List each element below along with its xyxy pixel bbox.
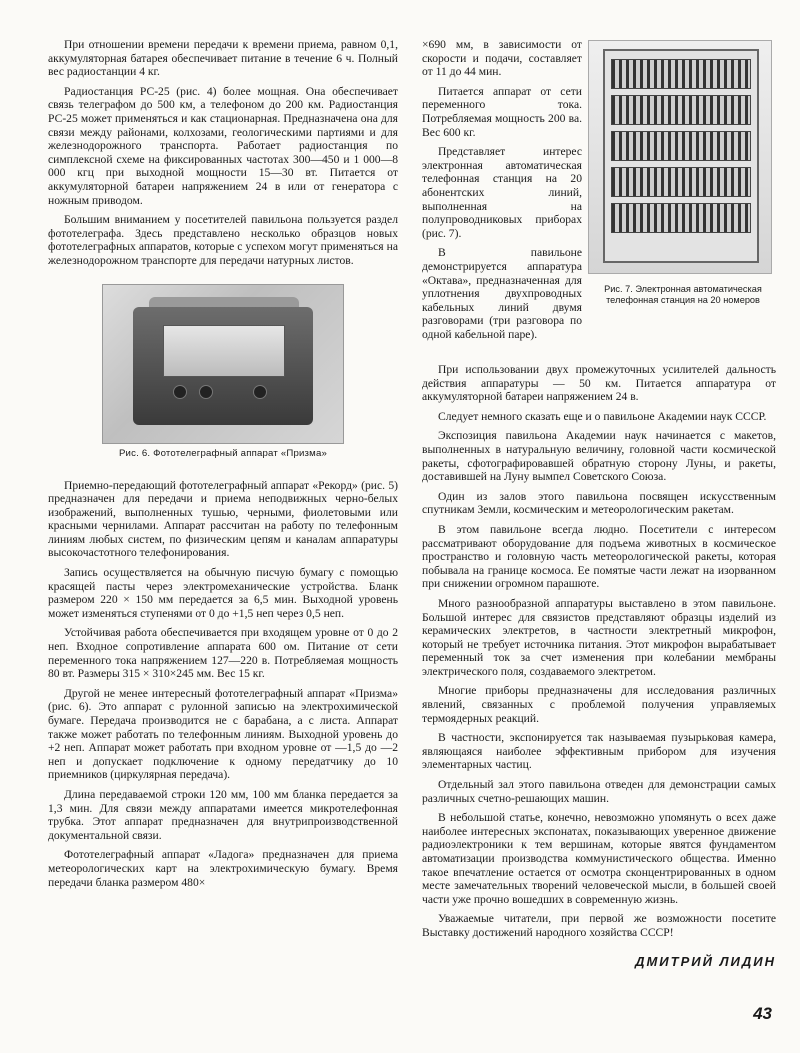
paragraph: Многие приборы предназначены для исследования различных явлений, связанных с проблемой получения управляемых термоядерных реакций.	[422, 684, 776, 725]
paragraph: Приемно-передающий фототелеграфный аппарат «Рекорд» (рис. 5) предназначен для передачи и приема неподвижных черно-белых изображений, выполненных тушью, черными, фиолетовыми или красными чернилами. Аппарат рассчитан на работу по телефонным линиям любых систем, по физическим цепям и каналам аппаратуры высокочастотного телефонирования.	[48, 478, 398, 560]
paragraph: Другой не менее интересный фототелеграфный аппарат «Призма» (рис. 6). Это аппарат с рулонной записью на электрохимической бумаге. Передача производится не с барабана, а с листа. Аппарат также может работать по телефонным линиям. Выходной уровень до +2 неп. Аппарат может работать при входном уровне от —1,5 до —2 неп и допускает подключение к одному передатчику до 10 приемников (циркулярная передача).	[48, 686, 398, 782]
paragraph: В небольшой статье, конечно, невозможно упомянуть о всех даже наиболее интересных экспонатах, показывающих уверенное движение радиоэлектроники к тем вершинам, которые явятся фундаментом автоматизации производства коммунистического общества. Именно такое впечатление остается от осмотра сконцентрированных в одном месте замечательных творений человеческой мысли, в большей своей части уже прочно вошедших в современную жизнь.	[422, 811, 776, 906]
paragraph: Отдельный зал этого павильона отведен для демонстрации самых различных счетно-решающих машин.	[422, 778, 776, 805]
paragraph: Один из залов этого павильона посвящен искусственным спутникам Земли, космическим и метеорологическим ракетам.	[422, 489, 776, 517]
paragraph: При использовании двух промежуточных усилителей дальность действия аппаратуры — 50 км. Питается аппаратура от аккумуляторной батареи напряжением 24 в.	[422, 363, 776, 404]
figure-6-photo	[102, 284, 344, 444]
author-signature: ДМИТРИЙ ЛИДИН	[635, 953, 776, 969]
paragraph: Большим вниманием у посетителей павильона пользуется раздел фототелеграфа. Здесь представлено несколько образцов новых фототелеграфных аппаратов, которые с успехом могут применяться на железнодорожном транспорте для передачи натурных листов.	[48, 213, 398, 267]
paragraph: Уважаемые читатели, при первой же возможности посетите Выставку достижений народного хозяйства СССР!	[422, 912, 776, 939]
paragraph: ×690 мм, в зависимости от скорости и подачи, составляет от 11 до 44 мин.	[422, 38, 582, 79]
right-column	[422, 38, 776, 969]
page-number: 43	[753, 1004, 772, 1023]
figure-7-caption: Рис. 7. Электронная автоматическая телефонная станция на 20 номеров	[604, 284, 762, 305]
paragraph: Много разнообразной аппаратуры выставлено в этом павильоне. Большой интерес для связистов представляют образцы изделий из керамических электретов, в частности электретный микрофон, который не требует источника питания. Этот микрофон вырабатывает переменный ток за счет изменения при колебании мембраны электрического поля, создаваемого электретом.	[422, 596, 776, 678]
paragraph: Радиостанция РС-25 (рис. 4) более мощная. Она обеспечивает связь телеграфом до 500 км, а телефоном до 200 км. Радиостанция РС-25 может применяться и как стационарная. Предназначена она для связи между районами, колхозами, геологическими партиями и для железнодорожного транспорта. Работает радиостанция по симплексной схеме на фиксированных частотах 300—450 и 1 000—8 000 кгц при выходной мощности 15—30 вт. Питается от аккумуляторной батареи напряжением 24 в или от генератора с ножным приводом.	[48, 84, 398, 207]
paragraph: В частности, экспонируется так называемая пузырьковая камера, являющаяся наиболее эффективным прибором для изучения элементарных частиц.	[422, 731, 776, 772]
paragraph: Экспозиция павильона Академии наук начинается с макетов, выполненных в натуральную величину, головной части космической ракеты, сфотографировавшей обратную сторону Луны, и ракеты, доставившей на Луну вымпел Советского Союза.	[422, 429, 776, 484]
paragraph: Следует немного сказать еще и о павильоне Академии наук СССР.	[438, 409, 767, 423]
paragraph: Длина передаваемой строки 120 мм, 100 мм бланка передается за 1,3 мин. Для связи между аппаратами имеется микротелефонная трубка. Этот аппарат предназначен для внутрипроизводственной документальной связи.	[48, 787, 398, 842]
right-top-block	[422, 38, 776, 363]
figure-7-photo	[588, 40, 772, 274]
paragraph: В павильоне демонстрируется аппаратура «Октава», предназначенная для уплотнения двухпроводных кабельных линий двумя разговорами (три разговора по одной кабельной паре).	[422, 246, 582, 341]
paragraph: Фототелеграфный аппарат «Ладога» предназначен для приема метеорологических карт на электрохимическую бумагу. Время передачи бланка размером 480×	[48, 848, 398, 889]
paragraph: Запись осуществляется на обычную писчую бумагу с помощью красящей пасты через электромеханические устройства. Бланк размером 220 × 150 мм передается за 6,5 мин. Выходной уровень может изменяться ступенями от 0 до +1,5 неп через 0,5 неп.	[48, 566, 398, 620]
left-column	[48, 38, 398, 895]
figure-6-caption: Рис. 6. Фототелеграфный аппарат «Призма»	[118, 447, 328, 459]
paragraph: Представляет интерес электронная автоматическая телефонная станция на 20 абонентских линий, выполненная на полупроводниковых приборах (рис. 7).	[422, 145, 582, 240]
paragraph: Питается аппарат от сети переменного тока. Потребляемая мощность 200 ва. Вес 600 кг.	[422, 84, 582, 139]
paragraph: В этом павильоне всегда людно. Посетители с интересом рассматривают оборудование для подъема животных в космическое пространство и головную часть метеорологической ракеты, которая побывала на границе космоса. Ее помятые части лежат на изорванном при снижении огромном парашюте.	[422, 522, 776, 591]
narrow-text	[422, 38, 582, 341]
paragraph: При отношении времени передачи к времени приема, равном 0,1, аккумуляторная батарея обеспечивает питание в течение 6 ч. Полный вес радиостанции 4 кг.	[48, 38, 398, 79]
paragraph: Устойчивая работа обеспечивается при входящем уровне от 0 до 2 неп. Входное сопротивление аппарата 600 ом. Питание от сети переменного тока напряжением 127—220 в. Потребляемая мощность 80 вт. Размеры 315 × 310×245 мм. Вес 15 кг.	[48, 626, 398, 681]
